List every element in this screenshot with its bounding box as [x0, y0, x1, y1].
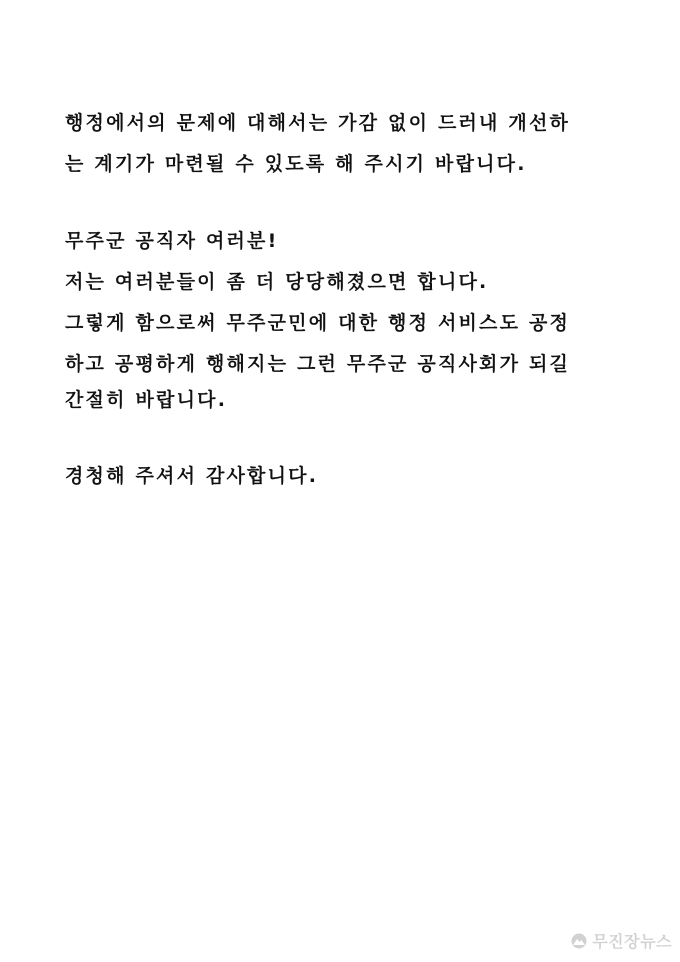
watermark	[571, 929, 672, 952]
paragraph-line: 저는 여러분들이 좀 더 당당해졌으면 합니다.	[65, 271, 489, 293]
paragraph-line: 는 계기가 마련될 수 있도록 해 주시기 바랍니다.	[65, 153, 527, 175]
paragraph-line: 간절히 바랍니다.	[65, 389, 228, 411]
paragraph-line: 행정에서의 문제에 대해서는 가감 없이 드러내 개선하	[65, 112, 571, 134]
paragraph-line: 무주군 공직자 여러분!	[65, 230, 279, 252]
paragraph-line: 하고 공평하게 행해지는 그런 무주군 공직사회가 되길	[65, 353, 571, 375]
paragraph-line: 경청해 주셔서 감사합니다.	[65, 465, 319, 487]
mountain-logo-icon	[571, 933, 587, 949]
watermark-text: 무진장뉴스	[592, 932, 672, 951]
paragraph-line: 그렇게 함으로써 무주군민에 대한 행정 서비스도 공정	[65, 312, 571, 334]
